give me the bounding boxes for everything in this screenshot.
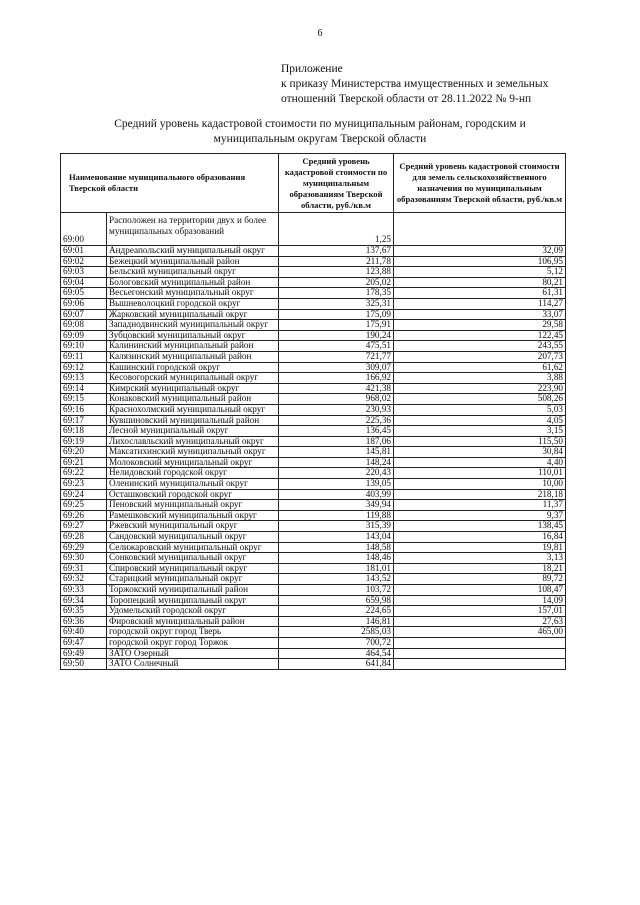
table-row [61, 595, 566, 606]
cell-average-value: 700,72 [279, 637, 394, 648]
cell-average-value: 211,78 [279, 256, 394, 267]
cell-agricultural-value: 80,21 [394, 277, 566, 288]
table-row [61, 436, 566, 447]
cell-average-value: 349,94 [279, 500, 394, 511]
cell-average-value: 187,06 [279, 436, 394, 447]
table-row [61, 574, 566, 585]
table-row [61, 330, 566, 341]
title-line-1: Средний уровень кадастровой стоимости по муниципальным районам, городским и [114, 118, 526, 130]
cell-average-value: 175,91 [279, 320, 394, 331]
table-row [61, 500, 566, 511]
cell-average-value: 123,88 [279, 267, 394, 278]
cell-code: 69:15 [61, 394, 107, 405]
table-row [61, 426, 566, 437]
header-agricultural-value: Средний уровень кадастровой стоимости для земель сельскохозяйственного назначения по муниципальным образованиям Тверской области, руб./кв.м [394, 154, 566, 213]
cell-code: 69:17 [61, 415, 107, 426]
cell-code: 69:26 [61, 510, 107, 521]
cell-average-value: 148,46 [279, 553, 394, 564]
cell-code: 69:14 [61, 383, 107, 394]
cell-agricultural-value: 110,01 [394, 468, 566, 479]
cell-code: 69:34 [61, 595, 107, 606]
cell-average-value: 190,24 [279, 330, 394, 341]
cell-code: 69:02 [61, 256, 107, 267]
cell-municipality-name: Торопецкий муниципальный округ [107, 595, 279, 606]
table-row [61, 659, 566, 670]
table-row [61, 532, 566, 543]
table-row [61, 563, 566, 574]
cell-municipality-name: Удомельский городской округ [107, 606, 279, 617]
table-row [61, 394, 566, 405]
cell-code: 69:23 [61, 479, 107, 490]
cell-average-value: 205,02 [279, 277, 394, 288]
cell-municipality-name: Жарковский муниципальный округ [107, 309, 279, 320]
header-average-value: Средний уровень кадастровой стоимости по муниципальным образованиям Тверской области, руб./кв.м [279, 154, 394, 213]
cell-code: 69:04 [61, 277, 107, 288]
cell-agricultural-value: 18,21 [394, 563, 566, 574]
cell-code: 69:00 [61, 213, 107, 246]
table-row [61, 267, 566, 278]
cell-code: 69:21 [61, 457, 107, 468]
cell-code: 69:03 [61, 267, 107, 278]
cell-code: 69:40 [61, 627, 107, 638]
table-row [61, 637, 566, 648]
page-number: 6 [317, 28, 323, 39]
cell-average-value: 148,58 [279, 542, 394, 553]
cell-average-value: 309,07 [279, 362, 394, 373]
cell-code: 69:01 [61, 246, 107, 257]
cell-code: 69:20 [61, 447, 107, 458]
cell-code: 69:07 [61, 309, 107, 320]
table-row [61, 373, 566, 384]
table-row [61, 468, 566, 479]
table-row [61, 213, 566, 246]
cell-code: 69:29 [61, 542, 107, 553]
cell-agricultural-value: 115,50 [394, 436, 566, 447]
table-row [61, 510, 566, 521]
table-row [61, 362, 566, 373]
cell-municipality-name: Селижаровский муниципальный округ [107, 542, 279, 553]
cell-agricultural-value: 9,37 [394, 510, 566, 521]
cell-code: 69:27 [61, 521, 107, 532]
cell-agricultural-value: 5,12 [394, 267, 566, 278]
cell-municipality-name: Кимрский муниципальный округ [107, 383, 279, 394]
table-row [61, 341, 566, 352]
cell-agricultural-value: 19,81 [394, 542, 566, 553]
cell-municipality-name: Фировский муниципальный район [107, 616, 279, 627]
cell-municipality-name: ЗАТО Солнечный [107, 659, 279, 670]
cell-municipality-name: Ржевский муниципальный округ [107, 521, 279, 532]
cell-agricultural-value: 508,26 [394, 394, 566, 405]
cell-agricultural-value: 3,15 [394, 426, 566, 437]
cell-agricultural-value: 10,00 [394, 479, 566, 490]
cell-municipality-name: Бологовский муниципальный район [107, 277, 279, 288]
cell-municipality-name: Зубцовский муниципальный округ [107, 330, 279, 341]
cell-average-value: 181,01 [279, 563, 394, 574]
cell-municipality-name: Андреапольский муниципальный округ [107, 246, 279, 257]
cell-agricultural-value: 157,01 [394, 606, 566, 617]
cell-agricultural-value: 30,84 [394, 447, 566, 458]
cell-municipality-name: Кесовогорский муниципальный округ [107, 373, 279, 384]
cell-municipality-name: Спировский муниципальный округ [107, 563, 279, 574]
cell-code: 69:12 [61, 362, 107, 373]
cell-municipality-name: городской округ город Тверь [107, 627, 279, 638]
table-row [61, 351, 566, 362]
cell-agricultural-value: 3,13 [394, 553, 566, 564]
cell-municipality-name: Старицкий муниципальный округ [107, 574, 279, 585]
cell-agricultural-value: 32,09 [394, 246, 566, 257]
document-title [60, 117, 580, 147]
cell-average-value: 968,02 [279, 394, 394, 405]
cell-code: 69:49 [61, 648, 107, 659]
cell-agricultural-value: 27,63 [394, 616, 566, 627]
cell-code: 69:31 [61, 563, 107, 574]
cell-code: 69:08 [61, 320, 107, 331]
cell-code: 69:25 [61, 500, 107, 511]
table-row [61, 415, 566, 426]
cell-average-value: 421,38 [279, 383, 394, 394]
cell-agricultural-value: 89,72 [394, 574, 566, 585]
cell-average-value: 137,67 [279, 246, 394, 257]
cell-code: 69:33 [61, 585, 107, 596]
cell-municipality-name: Торжокский муниципальный район [107, 585, 279, 596]
cell-average-value: 475,51 [279, 341, 394, 352]
cell-average-value: 143,04 [279, 532, 394, 543]
cell-average-value: 175,09 [279, 309, 394, 320]
cell-code: 69:36 [61, 616, 107, 627]
table-row [61, 277, 566, 288]
cell-agricultural-value: 11,37 [394, 500, 566, 511]
cell-municipality-name: Вышневолоцкий городской округ [107, 298, 279, 309]
table-row [61, 246, 566, 257]
cell-agricultural-value: 61,62 [394, 362, 566, 373]
cell-municipality-name: Сонковский муниципальный округ [107, 553, 279, 564]
cell-code: 69:10 [61, 341, 107, 352]
cell-agricultural-value: 108,47 [394, 585, 566, 596]
cell-code: 69:35 [61, 606, 107, 617]
cell-code: 69:19 [61, 436, 107, 447]
cell-municipality-name: Весьегонский муниципальный округ [107, 288, 279, 299]
table-row [61, 606, 566, 617]
cell-code: 69:47 [61, 637, 107, 648]
table-row [61, 553, 566, 564]
cell-code: 69:28 [61, 532, 107, 543]
table-row [61, 627, 566, 638]
cell-agricultural-value: 106,95 [394, 256, 566, 267]
cell-average-value: 1,25 [279, 213, 394, 246]
cell-average-value: 464,54 [279, 648, 394, 659]
cell-average-value: 136,45 [279, 426, 394, 437]
cell-municipality-name: городской округ город Торжок [107, 637, 279, 648]
cell-code: 69:11 [61, 351, 107, 362]
cell-agricultural-value: 465,00 [394, 627, 566, 638]
cell-agricultural-value: 4,05 [394, 415, 566, 426]
cell-average-value: 145,81 [279, 447, 394, 458]
appendix-line-3: отношений Тверской области от 28.11.2022 № 9-нп [281, 93, 532, 105]
table-row [61, 457, 566, 468]
cell-average-value: 178,35 [279, 288, 394, 299]
cell-municipality-name: Бельский муниципальный округ [107, 267, 279, 278]
cell-agricultural-value: 4,40 [394, 457, 566, 468]
table-row [61, 648, 566, 659]
cell-average-value: 224,65 [279, 606, 394, 617]
cell-average-value: 403,99 [279, 489, 394, 500]
cell-code: 69:22 [61, 468, 107, 479]
cell-code: 69:16 [61, 404, 107, 415]
cell-agricultural-value: 5,03 [394, 404, 566, 415]
cell-average-value: 659,98 [279, 595, 394, 606]
cell-code: 69:50 [61, 659, 107, 670]
cell-average-value: 148,24 [279, 457, 394, 468]
cell-average-value: 119,88 [279, 510, 394, 521]
table-row [61, 616, 566, 627]
cell-agricultural-value: 218,18 [394, 489, 566, 500]
appendix-line-1: Приложение [281, 63, 343, 75]
cell-municipality-name: Максатихинский муниципальный округ [107, 447, 279, 458]
cell-municipality-name: ЗАТО Озерный [107, 648, 279, 659]
cell-code: 69:13 [61, 373, 107, 384]
cell-code: 69:18 [61, 426, 107, 437]
cell-code: 69:09 [61, 330, 107, 341]
table-row [61, 521, 566, 532]
cell-municipality-name: Конаковский муниципальный район [107, 394, 279, 405]
header-municipality-name: Наименование муниципального образования Тверской области [61, 154, 279, 213]
cell-municipality-name: Пеновский муниципальный округ [107, 500, 279, 511]
table-row [61, 298, 566, 309]
cell-municipality-name: Осташковский городской округ [107, 489, 279, 500]
table-row [61, 288, 566, 299]
cell-agricultural-value: 3,88 [394, 373, 566, 384]
cell-average-value: 315,39 [279, 521, 394, 532]
table-row [61, 479, 566, 490]
cell-average-value: 225,36 [279, 415, 394, 426]
table-row [61, 585, 566, 596]
cell-agricultural-value: 122,45 [394, 330, 566, 341]
cell-agricultural-value: 61,31 [394, 288, 566, 299]
cell-average-value: 220,43 [279, 468, 394, 479]
cell-agricultural-value: 33,07 [394, 309, 566, 320]
cell-code: 69:24 [61, 489, 107, 500]
cell-municipality-name: Калининский муниципальный район [107, 341, 279, 352]
cell-municipality-name: Сандовский муниципальный округ [107, 532, 279, 543]
cell-agricultural-value: 29,58 [394, 320, 566, 331]
cell-average-value: 166,92 [279, 373, 394, 384]
cell-municipality-name: Калязинский муниципальный район [107, 351, 279, 362]
table-row [61, 489, 566, 500]
cell-average-value: 721,77 [279, 351, 394, 362]
cell-agricultural-value: 223,90 [394, 383, 566, 394]
cell-average-value: 641,84 [279, 659, 394, 670]
cell-average-value: 146,81 [279, 616, 394, 627]
cell-code: 69:32 [61, 574, 107, 585]
cell-agricultural-value: 138,45 [394, 521, 566, 532]
cell-average-value: 103,72 [279, 585, 394, 596]
cell-average-value: 230,93 [279, 404, 394, 415]
table-row [61, 309, 566, 320]
cell-municipality-name: Оленинский муниципальный округ [107, 479, 279, 490]
title-line-2: муниципальным округам Тверской области [213, 133, 427, 145]
cell-municipality-name: Лесной муниципальный округ [107, 426, 279, 437]
cell-average-value: 139,05 [279, 479, 394, 490]
table-row [61, 447, 566, 458]
cell-municipality-name: Расположен на территории двух и более муниципальных образований [107, 213, 279, 246]
cell-municipality-name: Молоковский муниципальный округ [107, 457, 279, 468]
cell-agricultural-value: 14,09 [394, 595, 566, 606]
table-body [61, 213, 566, 670]
cell-average-value: 143,52 [279, 574, 394, 585]
table-row [61, 320, 566, 331]
cell-agricultural-value: 243,55 [394, 341, 566, 352]
cell-agricultural-value [394, 648, 566, 659]
cell-municipality-name: Бежецкий муниципальный район [107, 256, 279, 267]
cell-code: 69:05 [61, 288, 107, 299]
cadastral-value-table [60, 153, 566, 670]
cell-municipality-name: Краснохолмский муниципальный округ [107, 404, 279, 415]
table-row [61, 256, 566, 267]
table-header-row [61, 154, 566, 213]
cell-municipality-name: Лихославльский муниципальный округ [107, 436, 279, 447]
cell-municipality-name: Нелидовский городской округ [107, 468, 279, 479]
appendix-line-2: к приказу Министерства имущественных и земельных [281, 78, 549, 90]
cell-municipality-name: Кашинский городской округ [107, 362, 279, 373]
table-row [61, 383, 566, 394]
cell-agricultural-value: 114,27 [394, 298, 566, 309]
cell-agricultural-value [394, 659, 566, 670]
cell-agricultural-value: 16,84 [394, 532, 566, 543]
appendix-block [281, 62, 611, 107]
table-row [61, 542, 566, 553]
cell-average-value: 325,31 [279, 298, 394, 309]
cell-code: 69:30 [61, 553, 107, 564]
cell-agricultural-value: 207,73 [394, 351, 566, 362]
cell-average-value: 2585,03 [279, 627, 394, 638]
cell-agricultural-value [394, 213, 566, 246]
table-row [61, 404, 566, 415]
cell-code: 69:06 [61, 298, 107, 309]
cell-municipality-name: Рамешковский муниципальный округ [107, 510, 279, 521]
cell-municipality-name: Западнодвинский муниципальный округ [107, 320, 279, 331]
cell-municipality-name: Кувшиновский муниципальный район [107, 415, 279, 426]
cell-agricultural-value [394, 637, 566, 648]
